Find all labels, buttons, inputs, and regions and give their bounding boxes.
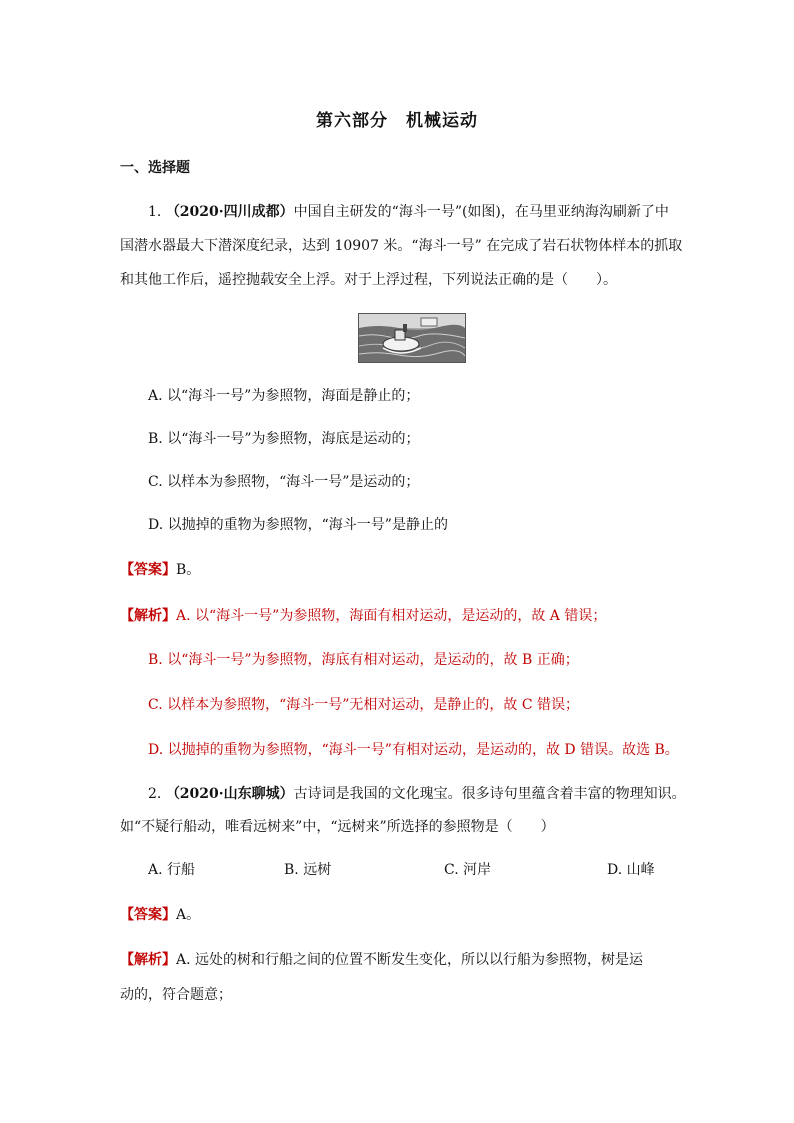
q1-source: （2020·四川成都）	[165, 204, 294, 220]
answer-value: A。	[176, 907, 201, 923]
q1-number: 1.	[148, 204, 166, 220]
q2-option-b: B. 远树	[284, 862, 332, 878]
q1-line-3: 和其他工作后，遥控抛载安全上浮。对于上浮过程，下列说法正确的是（ ）。	[120, 272, 617, 288]
q2-line-1	[148, 784, 686, 804]
q1-line-1	[148, 202, 669, 222]
q1-text-1: 中国自主研发的“海斗一号”(如图)，在马里亚纳海沟刷新了中	[293, 204, 669, 220]
analysis-label: 【解析】	[120, 952, 176, 968]
answer-label: 【答案】	[120, 562, 176, 578]
section-heading: 一、选择题	[120, 160, 190, 176]
q1-line-2: 国潜水器最大下潜深度纪录，达到 10907 米。“海斗一号” 在完成了岩石状物体样本的抓取	[120, 238, 683, 254]
q2-analysis-1	[120, 950, 643, 970]
q2-option-c: C. 河岸	[444, 862, 492, 878]
q1-option-d: D. 以抛掉的重物为参照物，“海斗一号”是静止的	[148, 517, 448, 533]
analysis-text: A. 以“海斗一号”为参照物，海面有相对运动，是运动的，故 A 错误；	[176, 608, 607, 624]
q2-option-a: A. 行船	[148, 862, 196, 878]
q2-number: 2.	[148, 786, 166, 802]
answer-value: B。	[176, 562, 201, 578]
analysis-text: A. 远处的树和行船之间的位置不断发生变化，所以以行船为参照物，树是运	[176, 952, 644, 968]
analysis-label: 【解析】	[120, 608, 176, 624]
q1-analysis-4: D. 以抛掉的重物为参照物，“海斗一号”有相对运动，是运动的，故 D 错误。故选 B。	[148, 742, 679, 758]
q2-line-2: 如“不疑行船动，唯看远树来”中，“远树来”所选择的参照物是（ ）	[120, 819, 555, 835]
submersible-photo	[358, 313, 466, 363]
q1-option-b: B. 以“海斗一号”为参照物，海底是运动的；	[148, 431, 420, 447]
submersible-illustration	[359, 314, 465, 362]
answer-label: 【答案】	[120, 907, 176, 923]
q1-option-a: A. 以“海斗一号”为参照物，海面是静止的；	[148, 388, 420, 404]
page-title: 第六部分 机械运动	[316, 111, 478, 131]
q1-option-c: C. 以样本为参照物，“海斗一号”是运动的；	[148, 474, 420, 490]
q1-analysis-1	[120, 606, 606, 626]
q2-source: （2020·山东聊城）	[165, 786, 294, 802]
q1-analysis-2: B. 以“海斗一号”为参照物，海底有相对运动，是运动的，故 B 正确；	[148, 652, 579, 668]
q2-analysis-2: 动的，符合题意；	[120, 987, 232, 1003]
q1-answer	[120, 560, 200, 580]
q1-analysis-3: C. 以样本为参照物，“海斗一号”无相对运动，是静止的，故 C 错误；	[148, 697, 580, 713]
q2-text-1: 古诗词是我国的文化瑰宝。很多诗句里蕴含着丰富的物理知识。	[293, 786, 686, 802]
q2-answer	[120, 905, 200, 925]
q2-option-d: D. 山峰	[607, 862, 655, 878]
